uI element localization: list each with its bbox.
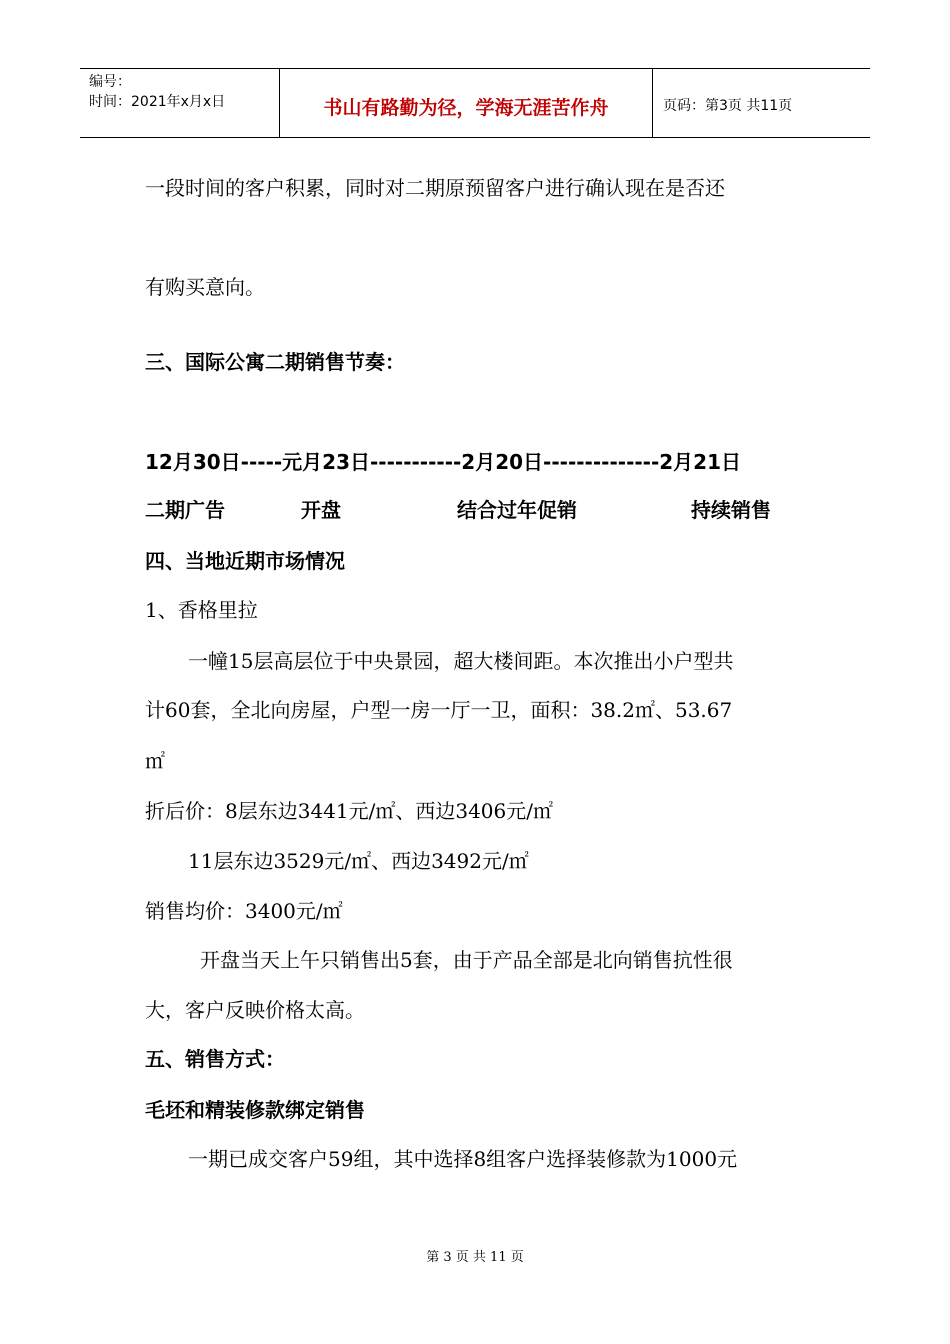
number-label: 编号： xyxy=(89,74,131,90)
paragraph-7: 11层东边3529元/㎡、西边3492元/㎡ xyxy=(188,849,529,873)
timeline-dates: 12月30日-----元月23日-----------2月20日--------------2月21日 xyxy=(145,450,742,474)
page-footer: 第 3 页 共 11 页 xyxy=(426,1250,524,1265)
header-motto: 书山有路勤为径，学海无涯苦作舟 xyxy=(280,69,653,137)
page-header xyxy=(80,68,870,138)
heading-5: 五、销售方式： xyxy=(145,1047,285,1071)
heading-3: 三、国际公寓二期销售节奏： xyxy=(145,350,405,374)
time-label: 时间：2021年x月x日 xyxy=(89,94,226,110)
subheading-5: 毛坯和精装修款绑定销售 xyxy=(145,1098,365,1122)
timeline-label: 结合过年促销 xyxy=(457,498,577,522)
paragraph-9: 开盘当天上午只销售出5套，由于产品全部是北向销售抗性很 xyxy=(200,948,733,972)
paragraph-5: ㎡ xyxy=(145,749,165,773)
timeline-label: 持续销售 xyxy=(691,498,771,522)
timeline-label: 二期广告 xyxy=(145,498,225,522)
header-page-info: 页码：第3页 共11页 xyxy=(663,98,793,114)
paragraph-3: 一幢15层高层位于中央景园，超大楼间距。本次推出小户型共 xyxy=(188,649,734,673)
paragraph-11: 一期已成交客户59组，其中选择8组客户选择装修款为1000元 xyxy=(188,1147,738,1171)
paragraph-1: 一段时间的客户积累，同时对二期原预留客户进行确认现在是否还 xyxy=(145,176,725,200)
paragraph-10: 大，客户反映价格太高。 xyxy=(145,998,365,1022)
paragraph-4: 计60套，全北向房屋，户型一房一厅一卫，面积：38.2㎡、53.67 xyxy=(145,698,733,722)
paragraph-6: 折后价：8层东边3441元/㎡、西边3406元/㎡ xyxy=(145,799,553,823)
paragraph-8: 销售均价：3400元/㎡ xyxy=(145,899,343,923)
header-meta xyxy=(80,69,280,137)
heading-4: 四、当地近期市场情况 xyxy=(145,549,345,573)
timeline-label: 开盘 xyxy=(301,498,341,522)
paragraph-2: 有购买意向。 xyxy=(145,275,265,299)
timeline-labels xyxy=(145,494,845,524)
list-item-1: 1、香格里拉 xyxy=(145,598,258,622)
